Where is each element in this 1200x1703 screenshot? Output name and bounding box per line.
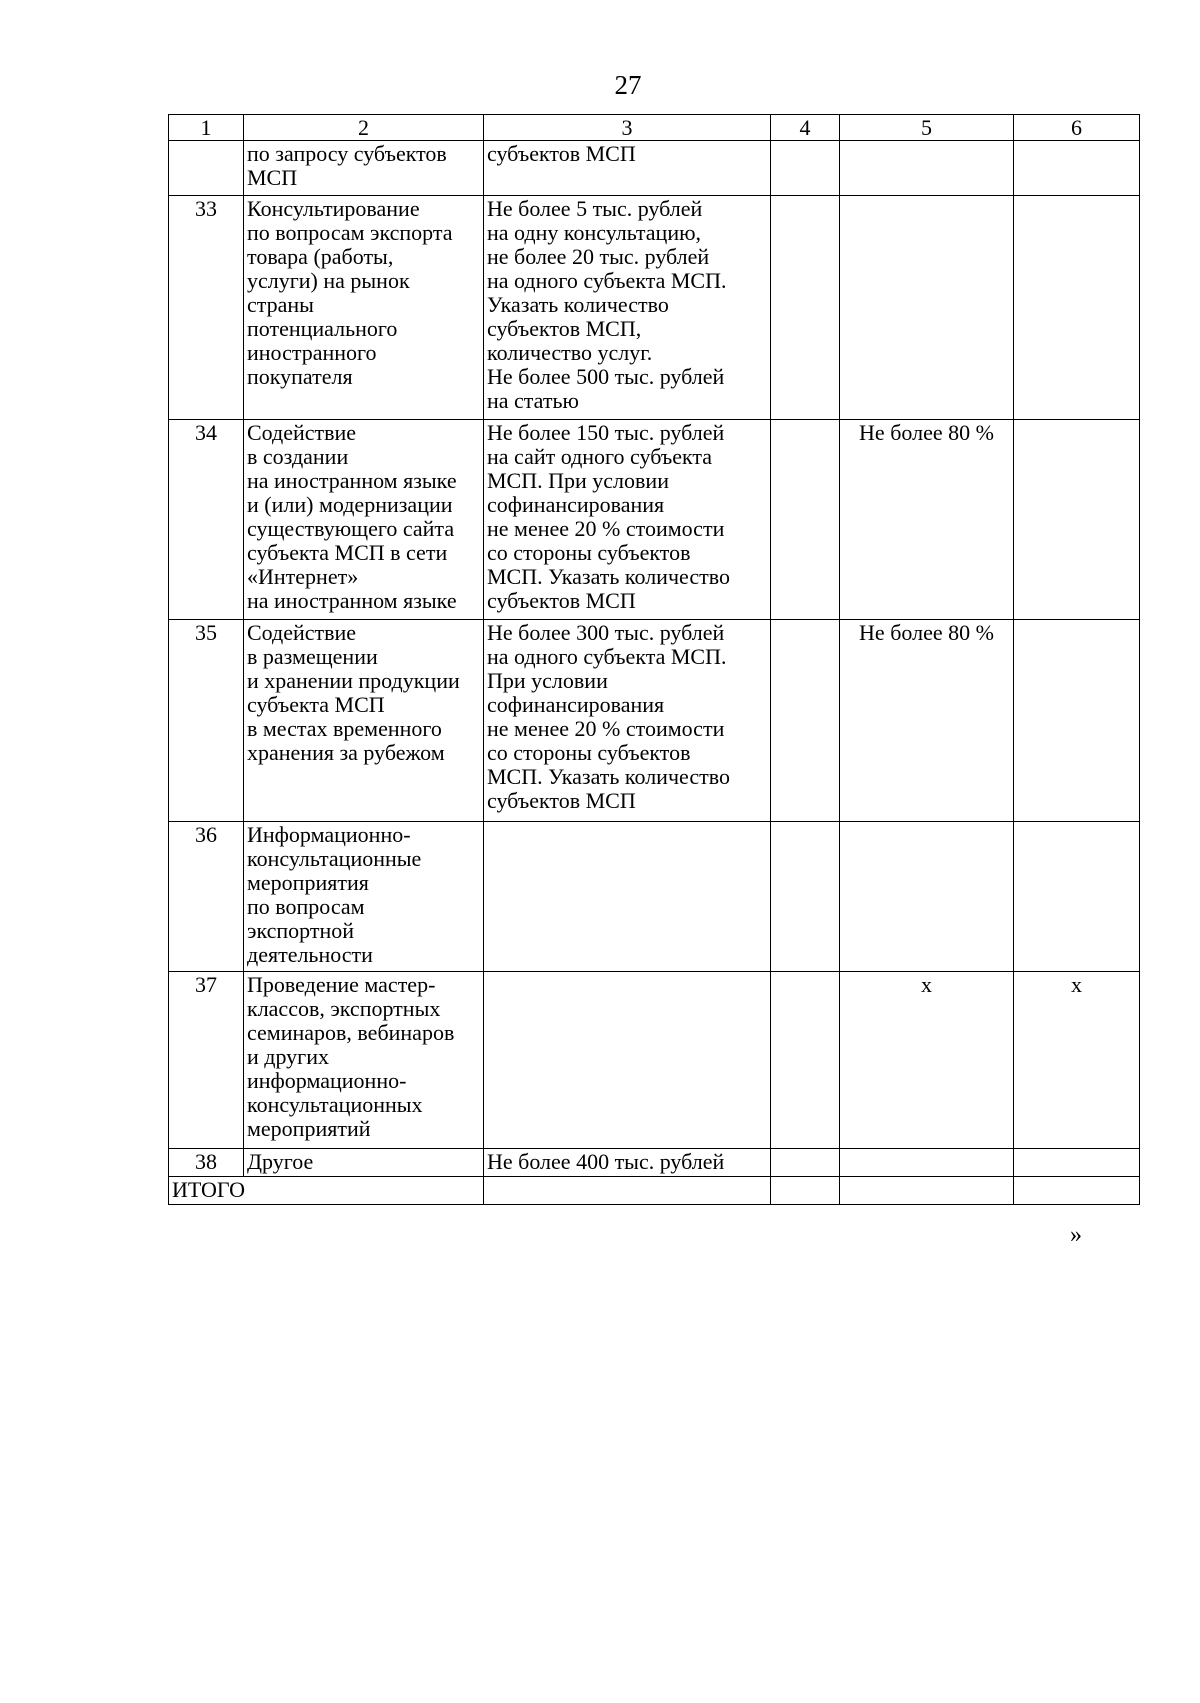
item-col6 [1014, 141, 1140, 196]
item-col5: х [840, 972, 1014, 1149]
row-number: 38 [169, 1149, 244, 1177]
item-col4 [771, 620, 840, 822]
item-name: Проведение мастер- классов, экспортных семинаров, вебинаров и других информационно- консультационных мероприятий [244, 972, 484, 1149]
table-row [169, 620, 1140, 822]
table-row [169, 141, 1140, 196]
item-col6 [1014, 196, 1140, 420]
total-col5 [840, 1177, 1014, 1205]
item-name: Информационно- консультационные мероприятия по вопросам экспортной деятельности [244, 822, 484, 972]
closing-quote-mark: » [1070, 1222, 1082, 1248]
total-col6 [1014, 1177, 1140, 1205]
budget-table [168, 114, 1140, 1205]
table-row [169, 972, 1140, 1149]
item-col6 [1014, 822, 1140, 972]
table-row [169, 196, 1140, 420]
total-row [169, 1177, 1140, 1205]
item-col5 [840, 822, 1014, 972]
item-col4 [771, 196, 840, 420]
item-limit: Не более 5 тыс. рублей на одну консультацию, не более 20 тыс. рублей на одного субъекта МСП. Указать количество субъектов МСП, количество услуг. Не более 500 тыс. рублей на статью [484, 196, 771, 420]
column-header-5: 5 [840, 115, 1014, 141]
item-name: по запросу субъектов МСП [244, 141, 484, 196]
item-name: Консультирование по вопросам экспорта товара (работы, услуги) на рынок страны потенциального иностранного покупателя [244, 196, 484, 420]
item-col4 [771, 420, 840, 620]
table-row [169, 822, 1140, 972]
row-number [169, 141, 244, 196]
row-number: 34 [169, 420, 244, 620]
row-number: 33 [169, 196, 244, 420]
row-number: 35 [169, 620, 244, 822]
item-col5 [840, 196, 1014, 420]
table-row [169, 420, 1140, 620]
item-col6 [1014, 620, 1140, 822]
total-label: ИТОГО [169, 1177, 484, 1205]
column-header-2: 2 [244, 115, 484, 141]
item-name: Содействие в размещении и хранении продукции субъекта МСП в местах временного хранения за рубежом [244, 620, 484, 822]
item-col4 [771, 822, 840, 972]
item-col5: Не более 80 % [840, 620, 1014, 822]
item-limit [484, 972, 771, 1149]
item-col6 [1014, 420, 1140, 620]
table-header-row [169, 115, 1140, 141]
total-limit [484, 1177, 771, 1205]
item-col4 [771, 1149, 840, 1177]
item-col6 [1014, 1149, 1140, 1177]
item-name: Содействие в создании на иностранном языке и (или) модернизации существующего сайта субъекта МСП в сети «Интернет» на иностранном языке [244, 420, 484, 620]
page-number: 27 [614, 70, 642, 100]
column-header-4: 4 [771, 115, 840, 141]
item-col5 [840, 1149, 1014, 1177]
column-header-3: 3 [484, 115, 771, 141]
item-limit: Не более 400 тыс. рублей [484, 1149, 771, 1177]
total-col4 [771, 1177, 840, 1205]
row-number: 36 [169, 822, 244, 972]
row-number: 37 [169, 972, 244, 1149]
item-limit [484, 822, 771, 972]
item-limit: Не более 300 тыс. рублей на одного субъекта МСП. При условии софинансирования не менее 20 % стоимости со стороны субъектов МСП. Указать количество субъектов МСП [484, 620, 771, 822]
item-col5: Не более 80 % [840, 420, 1014, 620]
item-col6: х [1014, 972, 1140, 1149]
item-col4 [771, 141, 840, 196]
column-header-6: 6 [1014, 115, 1140, 141]
item-col4 [771, 972, 840, 1149]
item-name: Другое [244, 1149, 484, 1177]
item-limit: Не более 150 тыс. рублей на сайт одного субъекта МСП. При условии софинансирования не менее 20 % стоимости со стороны субъектов МСП. Указать количество субъектов МСП [484, 420, 771, 620]
column-header-1: 1 [169, 115, 244, 141]
table-row [169, 1149, 1140, 1177]
item-col5 [840, 141, 1014, 196]
item-limit: субъектов МСП [484, 141, 771, 196]
